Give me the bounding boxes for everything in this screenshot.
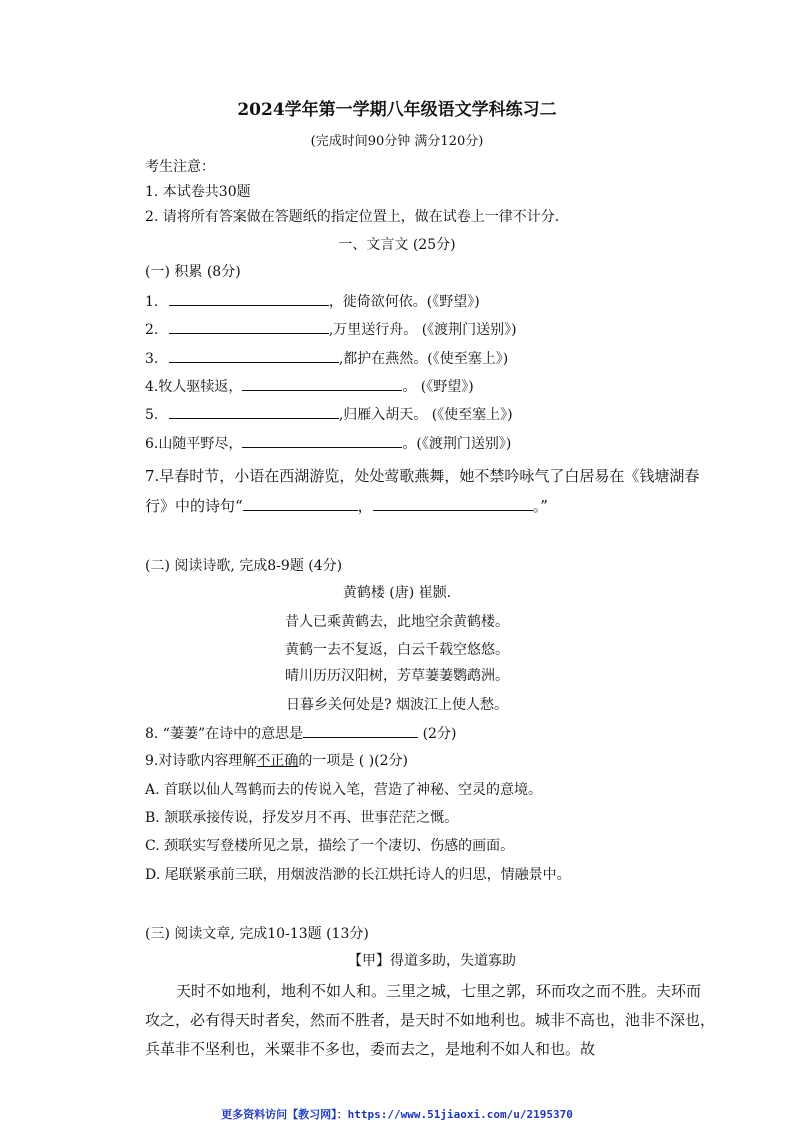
question-6 <box>145 433 511 454</box>
exam-title: 2024学年第一学期八年级语文学科练习二 <box>237 100 557 120</box>
poem-line: 晴川历历汉阳树，芳草萋萋鹦鹉洲。 <box>285 668 509 684</box>
passage-line: 兵革非不坚利也，米粟非不多也，委而去之，是地利不如人和也。故 <box>145 1040 596 1058</box>
question-4 <box>145 376 474 397</box>
poem-line: 昔人已乘黄鹤去，此地空余黄鹤楼。 <box>285 614 509 630</box>
underlined-keyword: 不正确 <box>256 753 299 769</box>
option-d: D. 尾联紧承前三联，用烟波浩渺的长江烘托诗人的归思，情融景中。 <box>145 867 571 883</box>
option-c: C. 颈联实写登楼所见之景，描绘了一个凄切、伤感的画面。 <box>145 838 515 854</box>
passage-line: 天时不如地利，地利不如人和。三里之城，七里之郭，环而攻之而不胜。夫环而 <box>176 982 702 1000</box>
question-text: ，徙倚欲何依。(《野望》) <box>328 294 480 310</box>
answer-blank[interactable] <box>242 433 402 448</box>
footer-link[interactable]: 更多资料访问【教习网】：https://www.51jiaoxi.com/u/2195370 <box>221 1108 573 1121</box>
poem-line: 黄鹤一去不复返，白云千载空悠悠。 <box>285 642 509 658</box>
question-text: ,都护在燕然。(《使至塞上》) <box>338 351 509 367</box>
part3-title: (三) 阅读文章, 完成10-13题 (13分) <box>145 926 369 942</box>
question-suffix: 的一项是 ( )(2分) <box>298 753 409 769</box>
answer-blank[interactable] <box>373 496 533 511</box>
question-7-line1: 7.早春时节，小语在西湖游览，处处莺歌燕舞，她不禁吟咏气了白居易在《钱塘湖春 <box>145 467 700 485</box>
question-text: 。” <box>532 497 548 515</box>
option-a: A. 首联以仙人驾鹤而去的传说入笔，营造了神秘、空灵的意境。 <box>145 782 543 798</box>
answer-blank[interactable] <box>169 319 329 334</box>
notice-item-1: 1. 本试卷共30题 <box>145 184 251 200</box>
question-prefix: 9.对诗歌内容理解 <box>145 753 257 769</box>
notice-heading: 考生注意： <box>145 159 215 175</box>
question-text: 。(《渡荆门送别》) <box>402 436 512 452</box>
option-b: B. 颔联承接传说，抒发岁月不再、世事茫茫之慨。 <box>145 810 459 826</box>
question-prefix: 行》中的诗句“ <box>145 497 243 515</box>
question-number: 2. <box>145 322 159 338</box>
question-number: 3. <box>145 351 159 367</box>
question-7-line2 <box>145 495 548 517</box>
question-8 <box>145 723 456 744</box>
answer-blank[interactable] <box>169 404 339 419</box>
section-title: 一、文言文 (25分) <box>338 237 456 253</box>
question-3 <box>145 348 508 369</box>
question-prefix: 8. “萋萋”在诗中的意思是 <box>145 726 304 742</box>
answer-blank[interactable] <box>242 376 402 391</box>
poem-title: 黄鹤楼 (唐) 崔颢. <box>342 585 452 601</box>
question-number: 5. <box>145 407 159 423</box>
question-1 <box>145 291 480 312</box>
passage-title: 【甲】得道多助，失道寡助 <box>348 953 516 969</box>
question-text: ,归雁入胡天。 (《使至塞上》) <box>338 407 513 423</box>
question-5 <box>145 404 513 425</box>
answer-blank[interactable] <box>303 723 418 738</box>
answer-blank[interactable] <box>169 348 339 363</box>
exam-subtitle: (完成时间90分钟 满分120分) <box>310 134 484 149</box>
question-text: ,万里送行舟。 (《渡荆门送别》) <box>328 322 517 338</box>
part1-title: (一) 积累 (8分) <box>145 264 241 280</box>
part2-title: (二) 阅读诗歌, 完成8-9题 (4分) <box>145 558 343 574</box>
question-text: 。 (《野望》) <box>402 379 474 395</box>
answer-blank[interactable] <box>169 291 329 306</box>
question-9 <box>145 751 408 771</box>
poem-line: 日暮乡关何处是? 烟波江上使人愁。 <box>286 697 508 713</box>
question-prefix: 4.牧人驱犊返， <box>145 379 243 395</box>
question-prefix: 6.山随平野尽， <box>145 436 243 452</box>
notice-item-2: 2. 请将所有答案做在答题纸的指定位置上，做在试卷上一律不计分. <box>145 209 560 225</box>
answer-blank[interactable] <box>243 496 358 511</box>
question-text: ， <box>357 497 373 515</box>
question-suffix: (2分) <box>418 726 457 742</box>
question-number: 1. <box>145 294 159 310</box>
passage-line: 攻之，必有得天时者矣，然而不胜者，是天时不如地利也。城非不高也，池非不深也， <box>145 1011 716 1029</box>
question-2 <box>145 319 517 340</box>
